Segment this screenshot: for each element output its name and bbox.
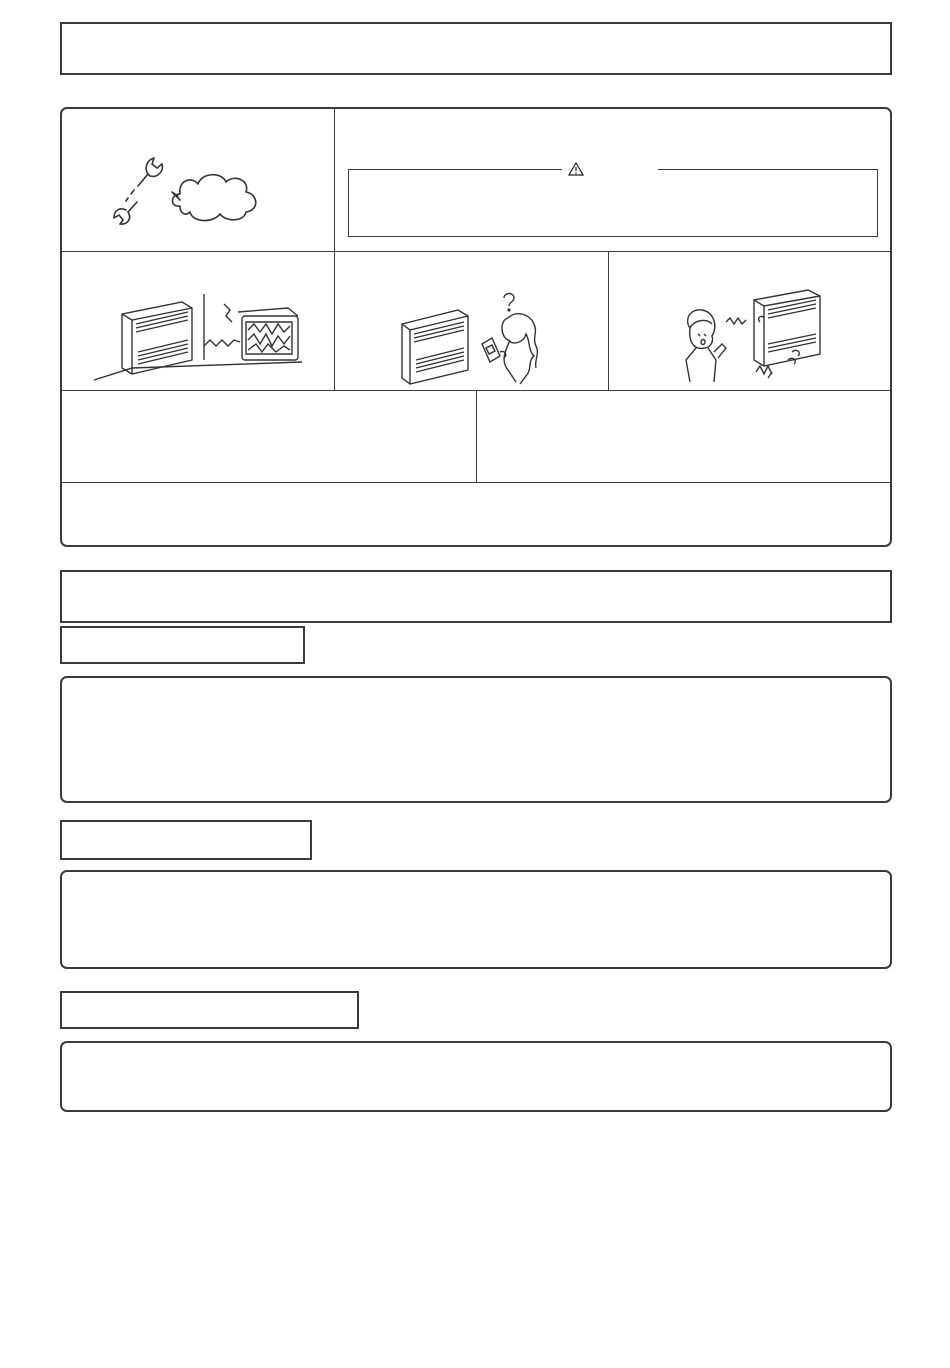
unit-tv-interference-icon xyxy=(92,290,312,385)
unit-remote-confused-icon xyxy=(396,290,556,385)
subsection-heading-box xyxy=(60,626,305,664)
wrench-cloud-icon xyxy=(100,150,290,230)
caution-box xyxy=(348,169,878,237)
subsection-heading-box xyxy=(60,820,312,860)
section-title-bar xyxy=(60,570,892,623)
panel-divider xyxy=(334,108,335,391)
panel-divider xyxy=(61,482,891,483)
subsection-body-box xyxy=(60,676,892,803)
panel-divider xyxy=(61,251,891,252)
unit-noise-alarmed-icon xyxy=(676,290,846,385)
subsection-body-box xyxy=(60,870,892,969)
subsection-heading-box xyxy=(60,991,359,1029)
panel-divider xyxy=(476,390,477,483)
page-title-bar xyxy=(60,22,892,75)
caution-label xyxy=(562,161,658,177)
panel-divider xyxy=(608,251,609,391)
subsection-body-box xyxy=(60,1041,892,1112)
warning-triangle-icon xyxy=(568,162,584,176)
